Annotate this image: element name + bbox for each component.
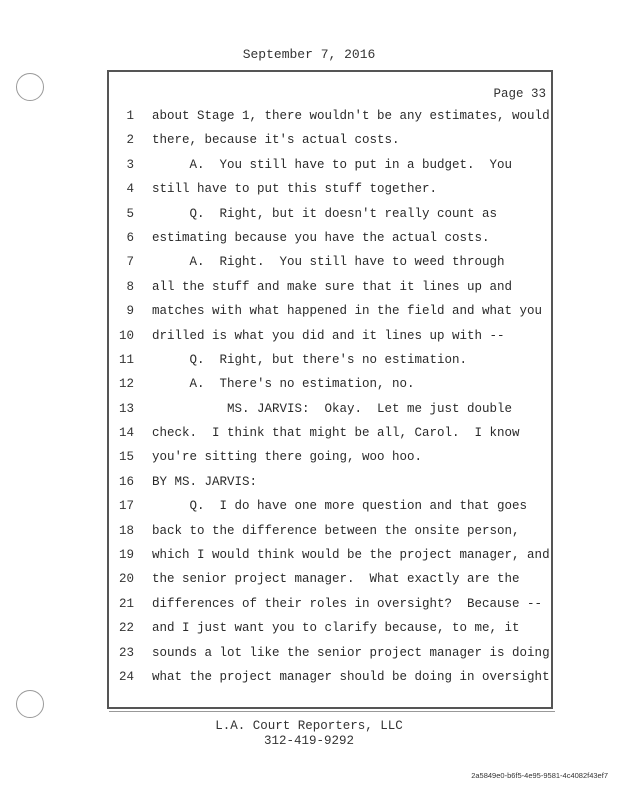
line-number: 3 [126,157,134,172]
transcript-line [0,104,618,128]
line-text: drilled is what you did and it lines up with -- [152,328,505,343]
transcript-line [0,641,618,665]
line-number: 6 [126,230,134,245]
line-text: all the stuff and make sure that it lines up and [152,279,513,294]
transcript-line [0,665,618,689]
line-number: 12 [118,377,134,392]
line-text: which I would think would be the project manager, and [152,548,550,563]
line-text: and I just want you to clarify because, to me, it [152,621,520,636]
line-text: about Stage 1, there wouldn't be any estimates, would [152,109,550,123]
transcript-line [0,324,618,348]
line-number: 20 [118,572,134,587]
transcript-line [0,567,618,591]
line-text: A. There's no estimation, no. [152,377,415,392]
transcript-line [0,348,618,372]
line-number: 9 [126,304,134,319]
line-number: 11 [118,352,134,367]
transcript-line [0,445,618,469]
line-number: 15 [118,450,134,465]
line-text: A. You still have to put in a budget. You [152,157,513,172]
line-text: sounds a lot like the senior project manager is doing [152,645,550,660]
transcript-line [0,616,618,640]
line-number: 22 [118,621,134,636]
line-text: you're sitting there going, woo hoo. [152,450,423,465]
line-number: 17 [118,499,134,514]
line-text: BY MS. JARVIS: [152,474,258,489]
header-date: September 7, 2016 [242,47,376,62]
court-reporter-name: L.A. Court Reporters, LLC [215,719,403,733]
transcript-line [0,202,618,226]
line-number: 23 [118,645,134,660]
court-reporter-phone: 312-419-9292 [263,734,354,748]
line-text: Q. I do have one more question and that goes [152,499,528,514]
line-number: 21 [118,596,134,611]
line-text: Q. Right, but there's no estimation. [152,352,468,367]
line-number: 1 [126,109,134,123]
transcript-line [0,128,618,152]
line-text: still have to put this stuff together. [152,182,438,197]
document-id: 2a5849e0-b6f5-4e95-9581-4c4082f43ef7 [471,771,608,780]
transcript-line [0,226,618,250]
line-text: Q. Right, but it doesn't really count as [152,206,498,221]
line-number: 13 [118,401,134,416]
line-text: differences of their roles in oversight? Because -- [152,596,543,611]
line-text: estimating because you have the actual costs. [152,230,490,245]
transcript-line [0,592,618,616]
transcript-line [0,470,618,494]
transcript-line [0,275,618,299]
line-number: 2 [126,133,134,148]
line-number: 8 [126,279,134,294]
punch-hole-top [16,73,44,101]
line-number: 14 [118,426,134,441]
punch-hole-bottom [16,690,44,718]
transcript-line [0,250,618,274]
transcript-line [0,153,618,177]
footer [0,719,618,749]
line-text: what the project manager should be doing in oversight [152,669,550,684]
transcript-line [0,372,618,396]
line-text: the senior project manager. What exactly are the [152,572,520,587]
transcript-line [0,519,618,543]
page-number: Page 33 [493,87,546,101]
line-text: there, because it's actual costs. [152,133,400,148]
line-number: 18 [118,523,134,538]
transcript-line [0,177,618,201]
transcript-lines [0,104,618,689]
line-number: 4 [126,182,134,197]
line-text: A. Right. You still have to weed through [152,255,505,270]
line-number: 7 [126,255,134,270]
line-number: 19 [118,548,134,563]
line-text: check. I think that might be all, Carol. I know [152,426,520,441]
transcript-line [0,421,618,445]
line-text: MS. JARVIS: Okay. Let me just double [152,401,513,416]
transcript-line [0,543,618,567]
frame-bottom-rule [109,711,555,712]
line-number: 16 [118,474,134,489]
transcript-line [0,494,618,518]
transcript-line [0,299,618,323]
line-text: matches with what happened in the field and what you [152,304,543,319]
line-number: 10 [118,328,134,343]
line-text: back to the difference between the onsite person, [152,523,520,538]
transcript-line [0,397,618,421]
line-number: 5 [126,206,134,221]
line-number: 24 [118,669,134,684]
